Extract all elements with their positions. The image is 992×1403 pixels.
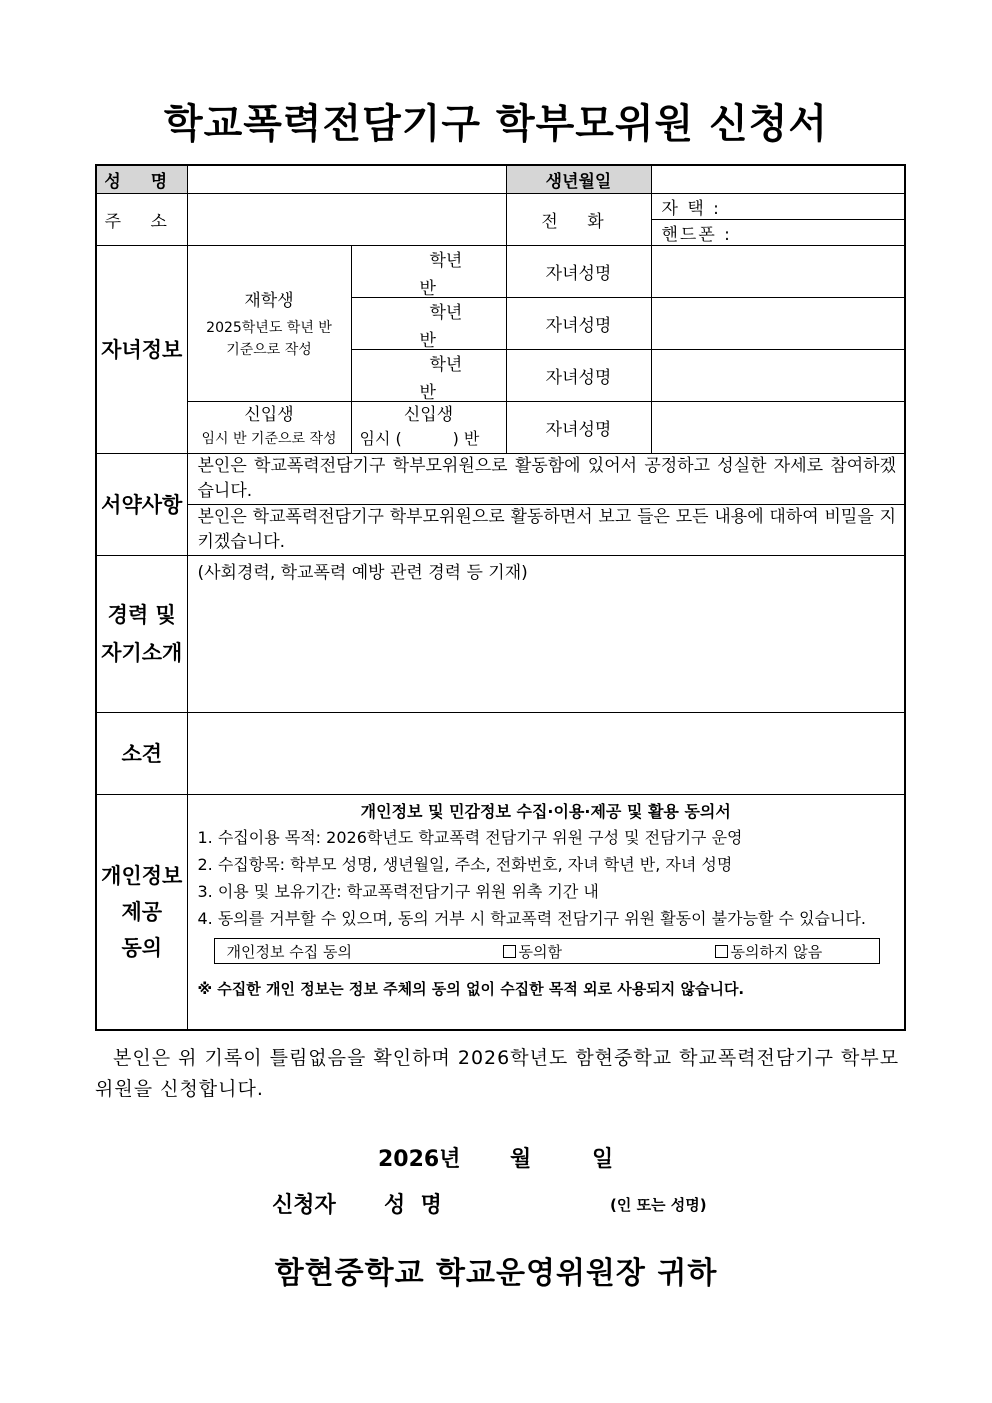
date-year: 2026년 [378,1147,461,1172]
signature-name-label: 성 명 [384,1193,442,1218]
opinion-label: 소견 [96,712,187,794]
application-statement: 본인은 위 기록이 틀림없음을 확인하며 2026학년도 함현중학교 학교폭력전담기구 학부모 위원을 신청합니다. [95,1047,900,1100]
grade-label: 학년 [429,302,463,323]
address-label: 주 소 [96,193,187,245]
consent-list [188,824,905,932]
consent-item: 4. 동의를 거부할 수 있으며, 동의 거부 시 학교폭력 전담기구 위원 활동이 불가능할 수 있습니다. [197,908,867,928]
enrolled-cell [187,245,351,401]
consent-box-label: 개인정보 수집 동의 [226,942,352,961]
class-label: 반 [419,278,436,299]
pledge-2: 본인은 학교폭력전담기구 학부모위원으로 활동하면서 보고 들은 모든 내용에 대하여 비밀을 지키겠습니다. [187,504,905,555]
new-student-cell [187,401,351,453]
form-title: 학교폭력전담기구 학부모위원 신청서 [163,101,829,147]
pledge-1: 본인은 학교폭력전담기구 학부모위원으로 활동함에 있어서 공정하고 성실한 자세로 참여하겠습니다. [187,453,905,504]
addressee: 함현중학교 학교운영위원장 귀하 [274,1256,718,1291]
agree-checkbox[interactable] [503,945,516,958]
privacy-label-line3: 동의 [121,935,163,960]
child-name-field-3[interactable] [651,349,905,401]
career-field[interactable] [187,555,905,712]
child-info-label: 자녀정보 [96,245,187,453]
consent-item: 2. 수집항목: 학부모 성명, 생년월일, 주소, 전화번호, 자녀 학년 반, 자녀 성명 [197,854,733,874]
new-student-class-field[interactable] [351,401,506,453]
grade-class-field-1[interactable] [351,245,506,297]
consent-item: 1. 수집이용 목적: 2026학년도 학교폭력 전담기구 위원 구성 및 전담기구 운영 [197,827,743,847]
consent-section [187,794,905,1030]
consent-agree-label: 동의함 [518,942,562,961]
application-form-table [95,164,906,1031]
new-student-label: 신입생 [244,405,294,425]
child-name-label-2: 자녀성명 [506,297,651,349]
mobile-phone-field[interactable]: 핸드폰 : [651,219,905,245]
grade-class-field-3[interactable] [351,349,506,401]
opinion-field[interactable] [187,712,905,794]
seal-note: (인 또는 성명) [610,1196,707,1214]
new-student-label: 신입생 [403,405,454,425]
privacy-label-line1: 개인정보 [101,863,183,888]
consent-note: ※ 수집한 개인 정보는 정보 주체의 동의 없이 수집한 목적 외로 사용되지 않습니다. [197,979,745,998]
child-name-field-2[interactable] [651,297,905,349]
child-name-field-1[interactable] [651,245,905,297]
phone-label: 전 화 [506,193,651,245]
career-label-line2: 자기소개 [101,640,183,665]
child-name-label-3: 자녀성명 [506,349,651,401]
enrolled-label: 재학생 [244,290,294,311]
career-label-line1: 경력 및 [107,602,176,627]
name-label: 성 명 [96,165,187,193]
disagree-checkbox[interactable] [715,945,728,958]
career-label [96,555,187,712]
pledge-label: 서약사항 [96,453,187,555]
grade-label: 학년 [429,250,463,271]
birth-field[interactable] [651,165,905,193]
consent-item: 3. 이용 및 보유기간: 학교폭력전담기구 위원 위촉 기간 내 [197,881,599,901]
home-phone-field[interactable]: 자 택 : [651,193,905,219]
grade-label: 학년 [429,354,463,375]
consent-box [214,938,881,964]
career-note: (사회경력, 학교폭력 예방 관련 경력 등 기재) [197,562,528,583]
new-student-note: 임시 반 기준으로 작성 [201,431,337,447]
class-label: 반 [419,330,436,351]
consent-title: 개인정보 및 민감정보 수집·이용·제공 및 활용 동의서 [360,801,731,821]
consent-disagree-label: 동의하지 않음 [730,942,823,961]
birth-label: 생년월일 [506,165,651,193]
new-student-class: 임시 ( ) 반 [359,429,480,448]
privacy-label-line2: 제공 [121,899,163,924]
consent-agree-option[interactable] [503,941,562,962]
address-field[interactable] [187,193,506,245]
applicant-label: 신청자 [272,1193,336,1218]
class-label: 반 [419,382,436,403]
date-day: 일 [592,1147,614,1172]
date-month: 월 [510,1147,532,1172]
child-name-label-4: 자녀성명 [506,401,651,453]
grade-class-field-2[interactable] [351,297,506,349]
child-name-field-4[interactable] [651,401,905,453]
enrolled-note: 2025학년도 학년 반 기준으로 작성 [206,319,332,358]
name-field[interactable] [187,165,506,193]
child-name-label-1: 자녀성명 [506,245,651,297]
consent-disagree-option[interactable] [715,941,823,962]
privacy-label [96,794,187,1030]
